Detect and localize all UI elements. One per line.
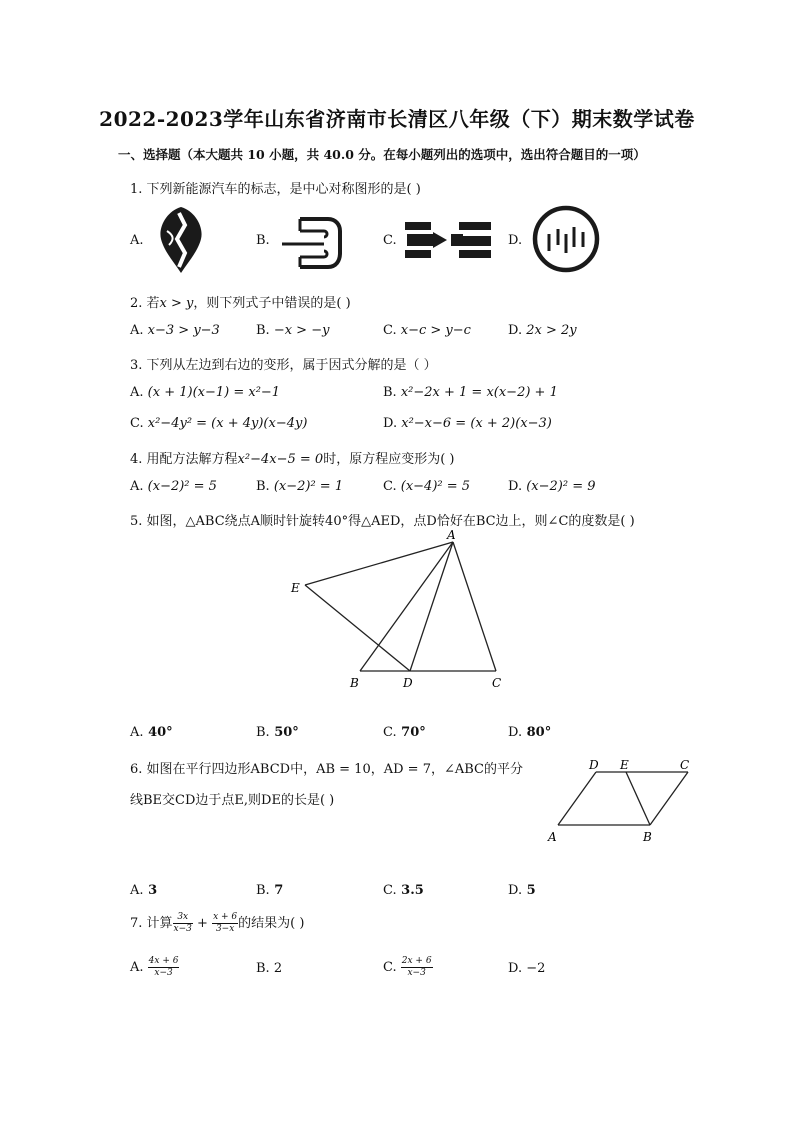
q5-triangle-figure	[280, 530, 520, 695]
q4-option-a	[130, 479, 217, 494]
q5-option-a-label: A.	[130, 725, 144, 740]
q7-option-d	[508, 961, 545, 976]
q6-option-c	[383, 883, 424, 898]
q5-label-e: E	[291, 581, 300, 595]
q5-segment-ad	[410, 542, 453, 671]
q7-option-d-label: D.	[508, 961, 523, 976]
q2-stem-prefix: 2. 若	[130, 296, 160, 311]
q7-option-b-text: 2	[273, 961, 283, 976]
q3-option-c-label: C.	[130, 416, 144, 431]
q7-frac1-num: 3x	[173, 912, 193, 924]
page-title: 2022-2023学年山东省济南市长清区八年级（下）期末数学试卷	[99, 107, 695, 131]
q5-stem: 5. 如图，△ABC绕点A顺时针旋转40°得△AED，点D恰好在BC边上，则∠C的度数是( )	[130, 514, 635, 529]
q4-option-b-text: (x−2)² = 1	[273, 479, 344, 494]
q7-option-c-num: 2x + 6	[401, 956, 432, 966]
q6-option-a	[130, 883, 157, 898]
q2-option-a-text: x−3 > y−3	[147, 323, 220, 338]
q7-option-a	[130, 956, 179, 979]
q2-option-c-label: C.	[383, 323, 397, 338]
q1-logo-c-icon	[405, 220, 493, 260]
q4-option-a-text: (x−2)² = 5	[147, 479, 217, 494]
q7-option-a-label: A.	[130, 960, 144, 975]
q5-option-b-label: B.	[256, 725, 270, 740]
q7-option-d-text: −2	[526, 961, 546, 976]
q4-option-c-label: C.	[383, 479, 397, 494]
q2-option-c	[383, 323, 471, 338]
q4-stem-math: x²−4x−5 = 0	[237, 452, 324, 467]
q5-label-d: D	[403, 676, 413, 690]
q6-option-d-text: 5	[526, 883, 536, 898]
q3-option-b	[383, 385, 558, 400]
q7-fraction-1	[173, 912, 193, 935]
q4-stem-suffix: 时，原方程应变形为( )	[323, 452, 455, 467]
q5-segment-ab	[360, 542, 453, 671]
q5-option-a	[130, 725, 173, 740]
q6-option-c-text: 3.5	[401, 883, 424, 898]
q4-option-b-label: B.	[256, 479, 270, 494]
q7-option-c-fraction	[401, 956, 433, 979]
q1-logo-b-icon	[280, 213, 344, 271]
q3-option-d	[383, 416, 552, 431]
q2-option-d	[508, 323, 577, 338]
q7-option-b	[256, 961, 282, 976]
q1-option-d-label: D.	[508, 233, 523, 248]
q5-option-c-label: C.	[383, 725, 397, 740]
q6-option-a-text: 3	[148, 883, 158, 898]
q7-option-c-den: x−3	[407, 968, 426, 978]
q2-option-b-text: −x > −y	[273, 323, 330, 338]
q6-segment-bc	[650, 772, 688, 825]
q2-option-b	[256, 323, 329, 338]
q1-logo-d-icon	[532, 205, 600, 273]
q3-option-a-text: (x + 1)(x−1) = x²−1	[147, 385, 281, 400]
q6-option-d-label: D.	[508, 883, 523, 898]
q2-option-d-label: D.	[508, 323, 523, 338]
q2-option-b-label: B.	[256, 323, 270, 338]
q7-stem-suffix: 的结果为( )	[238, 916, 305, 931]
q7-frac2-num: x + 6	[213, 912, 238, 922]
q4-option-a-label: A.	[130, 479, 144, 494]
q5-option-d-text: 80°	[526, 725, 552, 740]
q1-option-a-label: A.	[130, 233, 144, 248]
q3-option-b-label: B.	[383, 385, 397, 400]
q4-option-c	[383, 479, 470, 494]
q5-label-a: A	[447, 528, 456, 542]
q3-option-a-label: A.	[130, 385, 144, 400]
q7-option-a-fraction	[148, 956, 180, 979]
q5-option-d	[508, 725, 551, 740]
q6-option-c-label: C.	[383, 883, 397, 898]
q3-option-a	[130, 385, 280, 400]
q3-option-c-text: x²−4y² = (x + 4y)(x−4y)	[147, 416, 308, 431]
q3-option-d-label: D.	[383, 416, 398, 431]
q6-label-e: E	[620, 758, 629, 772]
q4-option-d-label: D.	[508, 479, 523, 494]
q2-stem-math: x > y	[159, 296, 194, 311]
q3-option-c	[130, 416, 307, 431]
q2-option-c-text: x−c > y−c	[400, 323, 471, 338]
q7-option-a-num: 4x + 6	[148, 956, 179, 966]
q4-option-c-text: (x−4)² = 5	[400, 479, 471, 494]
q4-option-d	[508, 479, 596, 494]
q6-label-d: D	[589, 758, 599, 772]
q6-option-b	[256, 883, 283, 898]
section-heading: 一、选择题（本大题共 10 小题，共 40.0 分。在每小题列出的选项中，选出符合题目的一项）	[118, 147, 646, 162]
q5-option-c	[383, 725, 426, 740]
q7-fraction-2	[212, 912, 238, 935]
q6-parallelogram-figure	[540, 755, 700, 847]
q6-segment-be	[626, 772, 650, 825]
q7-stem-prefix: 7. 计算	[130, 916, 173, 931]
q7-plus: +	[197, 916, 208, 931]
q7-stem	[130, 912, 304, 935]
q5-label-c: C	[492, 676, 502, 690]
q1-stem: 1. 下列新能源汽车的标志，是中心对称图形的是( )	[130, 182, 421, 197]
q6-option-a-label: A.	[130, 883, 144, 898]
q3-option-d-text: x²−x−6 = (x + 2)(x−3)	[401, 416, 552, 431]
q5-segment-ac	[453, 542, 496, 671]
q2-option-a	[130, 323, 220, 338]
q2-option-a-label: A.	[130, 323, 144, 338]
q1-option-c-label: C.	[383, 233, 397, 248]
q6-option-b-label: B.	[256, 883, 270, 898]
q2-option-d-text: 2x > 2y	[526, 323, 577, 338]
q7-option-c	[383, 956, 433, 979]
q4-option-b	[256, 479, 343, 494]
q5-segment-ed	[305, 585, 410, 671]
q1-logo-a-icon	[155, 205, 207, 275]
q7-option-a-den: x−3	[154, 968, 173, 978]
q5-option-a-text: 40°	[148, 725, 173, 740]
q7-frac2-den: 3−x	[215, 924, 235, 934]
q2-stem-suffix: ，则下列式子中错误的是( )	[193, 296, 351, 311]
q7-frac1-den: x−3	[173, 924, 192, 934]
q7-option-c-label: C.	[383, 960, 397, 975]
q6-label-a: A	[548, 830, 557, 844]
q6-stem-line2: 线BE交CD边于点E,则DE的长是( )	[130, 793, 335, 808]
q5-segment-ae	[305, 542, 453, 585]
q4-stem	[130, 448, 454, 467]
q4-stem-prefix: 4. 用配方法解方程	[130, 452, 238, 467]
q4-option-d-text: (x−2)² = 9	[526, 479, 596, 494]
q3-option-b-text: x²−2x + 1 = x(x−2) + 1	[400, 385, 558, 400]
q5-option-d-label: D.	[508, 725, 523, 740]
q6-label-b: B	[643, 830, 652, 844]
q6-label-c: C	[680, 758, 690, 772]
q6-option-d	[508, 883, 536, 898]
q6-segment-ad	[558, 772, 596, 825]
q6-stem-line1: 6. 如图在平行四边形ABCD中，AB = 10，AD = 7，∠ABC的平分	[130, 762, 523, 777]
q1-option-b-label: B.	[256, 233, 270, 248]
q5-option-b	[256, 725, 299, 740]
q7-option-b-label: B.	[256, 961, 270, 976]
q5-label-b: B	[350, 676, 359, 690]
q6-option-b-text: 7	[274, 883, 284, 898]
q2-stem	[130, 292, 351, 311]
q5-option-c-text: 70°	[401, 725, 426, 740]
q5-option-b-text: 50°	[274, 725, 299, 740]
q3-stem: 3. 下列从左边到右边的变形，属于因式分解的是（ ）	[130, 358, 437, 373]
